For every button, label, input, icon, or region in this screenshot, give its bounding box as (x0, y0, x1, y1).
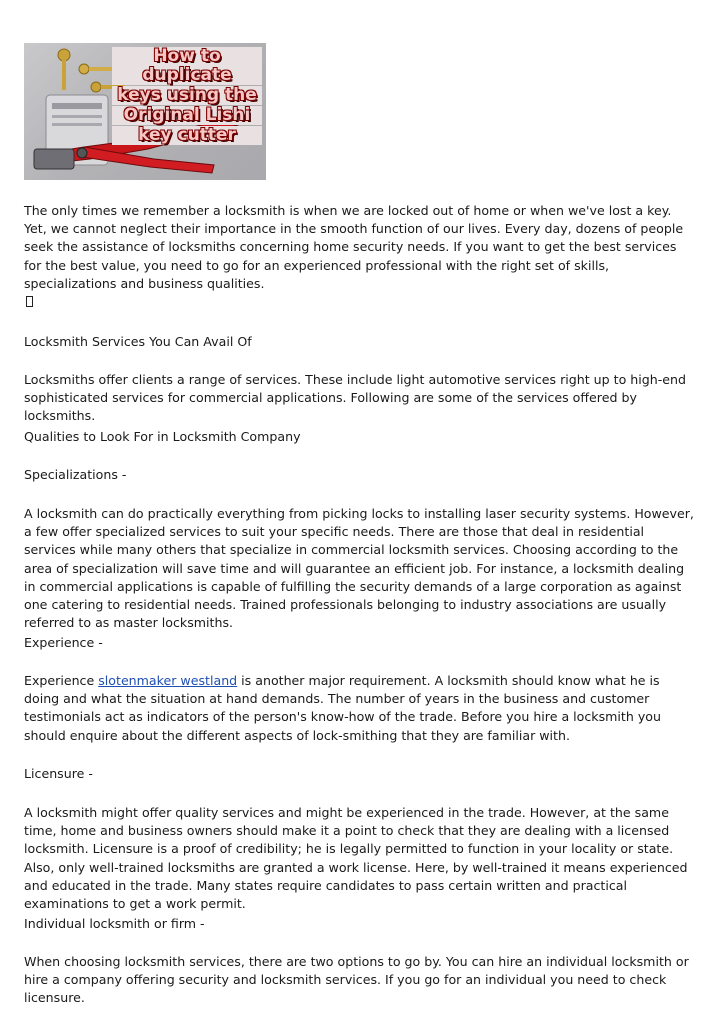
services-heading-text: Locksmith Services You Can Avail Of (24, 334, 252, 349)
experience-heading (24, 634, 696, 652)
specializations-paragraph (24, 505, 696, 632)
specializations-body-text: A locksmith can do practically everything from picking locks to installing laser security systems. However, a few offer specialized services to suit your specific needs. There are those that deal in residential services while many others that specialize in commercial locksmith services. Choosing according to the area of specialization will save time and will guarantee an efficient job. For instance, a locksmith dealing in commercial applications is capable of fulfilling the security demands of a large corporation as against one catering to residential needs. Trained professionals belonging to industry associations are usually referred to as master locksmiths. (24, 506, 694, 631)
hero-title-line: key cutter (112, 126, 262, 145)
experience-suffix-text: is another major requirement. A locksmith should know what he is doing and what the situation at hand demands. The number of years in the business and customer testimonials act as indicators of the person's know-how of the trade. Before you hire a locksmith you should enquire about the different aspects of lock-smithing that they are familiar with. (24, 673, 661, 743)
missing-glyph-icon (26, 296, 33, 307)
individual-body-text: When choosing locksmith services, there are two options to go by. You can hire an individual locksmith or hire a company offering security and locksmith services. If you go for an individual you need to check licensure. (24, 954, 689, 1006)
individual-heading (24, 915, 696, 933)
experience-paragraph (24, 672, 696, 745)
licensure-body-text: A locksmith might offer quality services and might be experienced in the trade. However, at the same time, home and business owners should make it a point to check that they are dealing with a licensed locksmith. Licensure is a proof of credibility; he is legally permitted to function in your locality or state. Also, only well-trained locksmiths are granted a work license. Here, by well-trained it means experienced and educated in the trade. Many states require candidates to pass certain written and practical examinations to get a work permit. (24, 805, 688, 912)
licensure-heading (24, 765, 696, 783)
hero-title-line: Original Lishi (112, 106, 262, 125)
intro-text: The only times we remember a locksmith is when we are locked out of home or when we've lost a key. Yet, we cannot neglect their importance in the smooth function of our lives. Every day, dozens of people seek the assistance of locksmiths concerning home security needs. If you want to get the best services for the best value, you need to go for an experienced professional with the right set of skills, specializations and business qualities. (24, 203, 684, 291)
services-body-text: Locksmiths offer clients a range of services. These include light automotive services right up to high-end sophisticated services for commercial applications. Following are some of the services offered by locksmiths. (24, 372, 687, 424)
specializations-heading-text: Specializations - (24, 467, 127, 482)
article-hero-image (24, 43, 266, 180)
licensure-paragraph (24, 804, 696, 913)
qualities-heading (24, 428, 696, 446)
qualities-heading-text: Qualities to Look For in Locksmith Company (24, 429, 301, 444)
services-paragraph (24, 371, 696, 426)
experience-body (24, 672, 696, 745)
licensure-heading-text: Licensure - (24, 766, 93, 781)
intro-paragraph (24, 202, 696, 293)
individual-heading-text: Individual locksmith or firm - (24, 916, 205, 931)
slotenmaker-westland-link[interactable]: slotenmaker westland (98, 673, 238, 688)
hero-title-text (112, 47, 262, 146)
individual-paragraph (24, 953, 696, 1008)
specializations-heading (24, 466, 696, 484)
experience-prefix-text: Experience (24, 673, 99, 688)
services-heading (24, 333, 696, 351)
hero-title-line: How to duplicate (112, 47, 262, 85)
hero-title-line: keys using the (112, 86, 262, 105)
experience-heading-text: Experience - (24, 635, 103, 650)
